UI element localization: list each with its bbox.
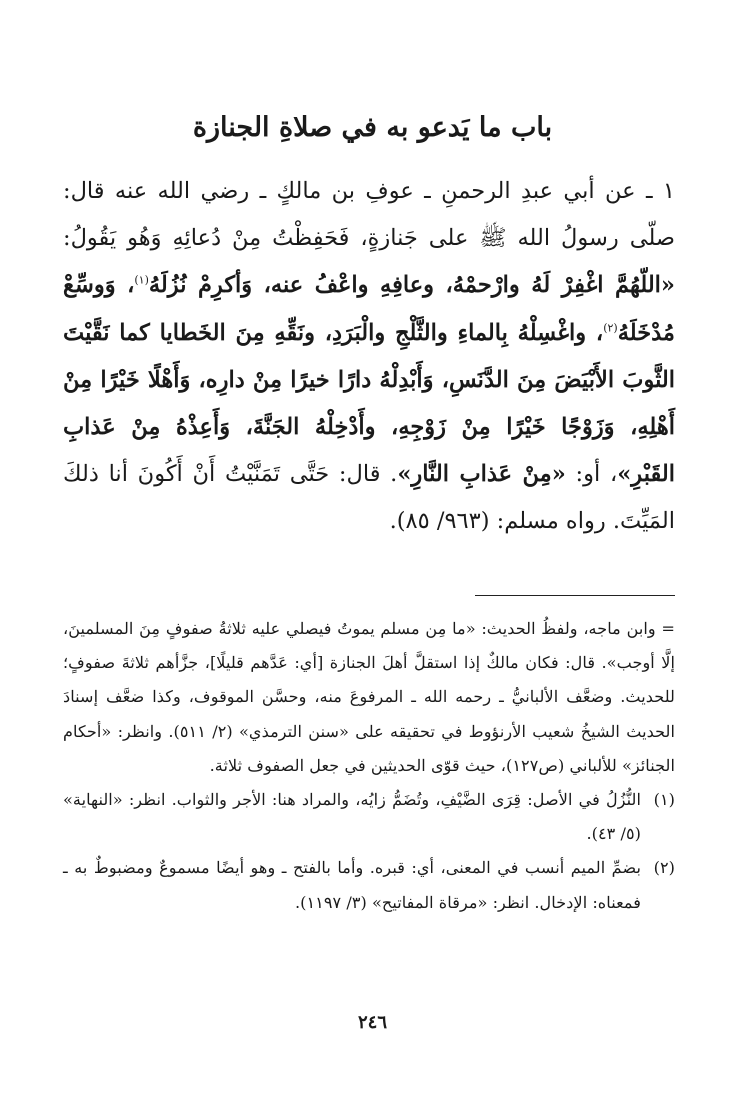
footnote-text: بضمِّ الميم أنسب في المعنى، أي: قبره. وأما بالفتح ـ وهو أيضًا مسموعٌ ومضبوطٌ به ـ فمعناه: الإدخال. انظر: «مرقاة المفاتيح» (٣/ ١١٩٧).	[63, 858, 641, 912]
hadith-conclusion: . قال: حَتَّى تَمَنَّيْتُ أَنْ أَكُونَ أنا ذلكَ المَيِّتَ. رواه مسلم: (٩٦٣/ ٨٥).	[63, 461, 675, 535]
hadith-intro: ١ ـ عن أبي عبدِ الرحمنِ ـ عوفِ بن مالكٍ ـ رضي الله عنه قال: صلّى رسولُ الله ﷺ على جَنازةٍ، فَحَفِظْتُ مِنْ دُعائِهِ وَهُو يَقُولُ:	[63, 178, 675, 252]
page-number: ٢٤٦	[357, 1012, 387, 1033]
footnote-number: (١)	[653, 790, 675, 810]
footnote-continuation: = وابن ماجه، ولفظُ الحديث: «ما مِن مسلم يموتُ فيصلي عليه ثلاثةُ صفوفٍ مِنَ المسلمينَ، إلَّا أوجب». قال: فكان مالكٌ إذا استقلَّ أهلَ الجنازة [أي: عَدَّهم قليلًا]، جزَّأهم ثلاثةَ صفوفٍ؛ للحديث. وضعَّف الألبانيُّ ـ رحمه الله ـ المرفوعَ منه، وحسَّن الموقوف، وكذا ضعَّف إسنادَ الحديث الشيخُ شعيب الأرنؤوط في تحقيقه على «سنن الترمذي» (٢/ ٥١١). وانظر: «أحكام الجنائز» للألباني (ص١٢٧)، حيث قوّى الحديثين في جعل الصفوف ثلاثة.	[63, 619, 675, 775]
dua-alternative: «مِنْ عَذابِ النَّارِ»	[397, 461, 566, 488]
dua-part-3: ، واغْسِلْهُ بِالماءِ والثَّلْجِ والْبَرَدِ، ونَقِّهِ مِنَ الخَطايا كما نَقَّيْتَ الثَّوبَ الأَبْيَضَ مِنَ الدَّنَسِ، وَأَبْدِلْهُ دارًا خيرًا مِنْ دارِه، وَأَهْلًا خَيْرًا مِنْ أَهْلِهِ، وَزَوْجًا خَيْرًا مِنْ زَوْجِهِ، وأَدْخِلْهُ الجَنَّةَ، وَأَعِذْهُ مِنْ عَذابِ القَبْرِ»	[63, 319, 675, 488]
footnote-text: النُّزُلُ في الأصل: قِرَى الضَّيْفِ، وتُضَمُّ زايُه، والمراد هنا: الأجر والثواب. انظر: «النهاية» (٥/ ٤٣).	[63, 790, 641, 844]
footnote-ref-1[interactable]: (١)	[134, 273, 149, 287]
dua-part-1: «اللّهُمَّ اغْفِرْ لَهُ وارْحمْهُ، وعافِهِ واعْفُ عنه، وَأكرِمْ نُزُلَهُ	[148, 272, 675, 299]
footnote-1	[63, 783, 675, 851]
or-text: ، أو:	[575, 461, 618, 488]
footnote-2	[63, 851, 675, 919]
footnotes-section	[63, 612, 675, 920]
hadith-text	[63, 168, 675, 546]
footnote-separator	[475, 595, 675, 596]
chapter-heading: باب ما يَدعو به في صلاةِ الجنازة	[192, 112, 553, 143]
dua-part-2: ، وَوسِّعْ مُدْخَلَهُ	[63, 272, 675, 346]
footnote-ref-2[interactable]: (٢)	[603, 321, 618, 335]
footnote-number: (٢)	[653, 858, 675, 878]
